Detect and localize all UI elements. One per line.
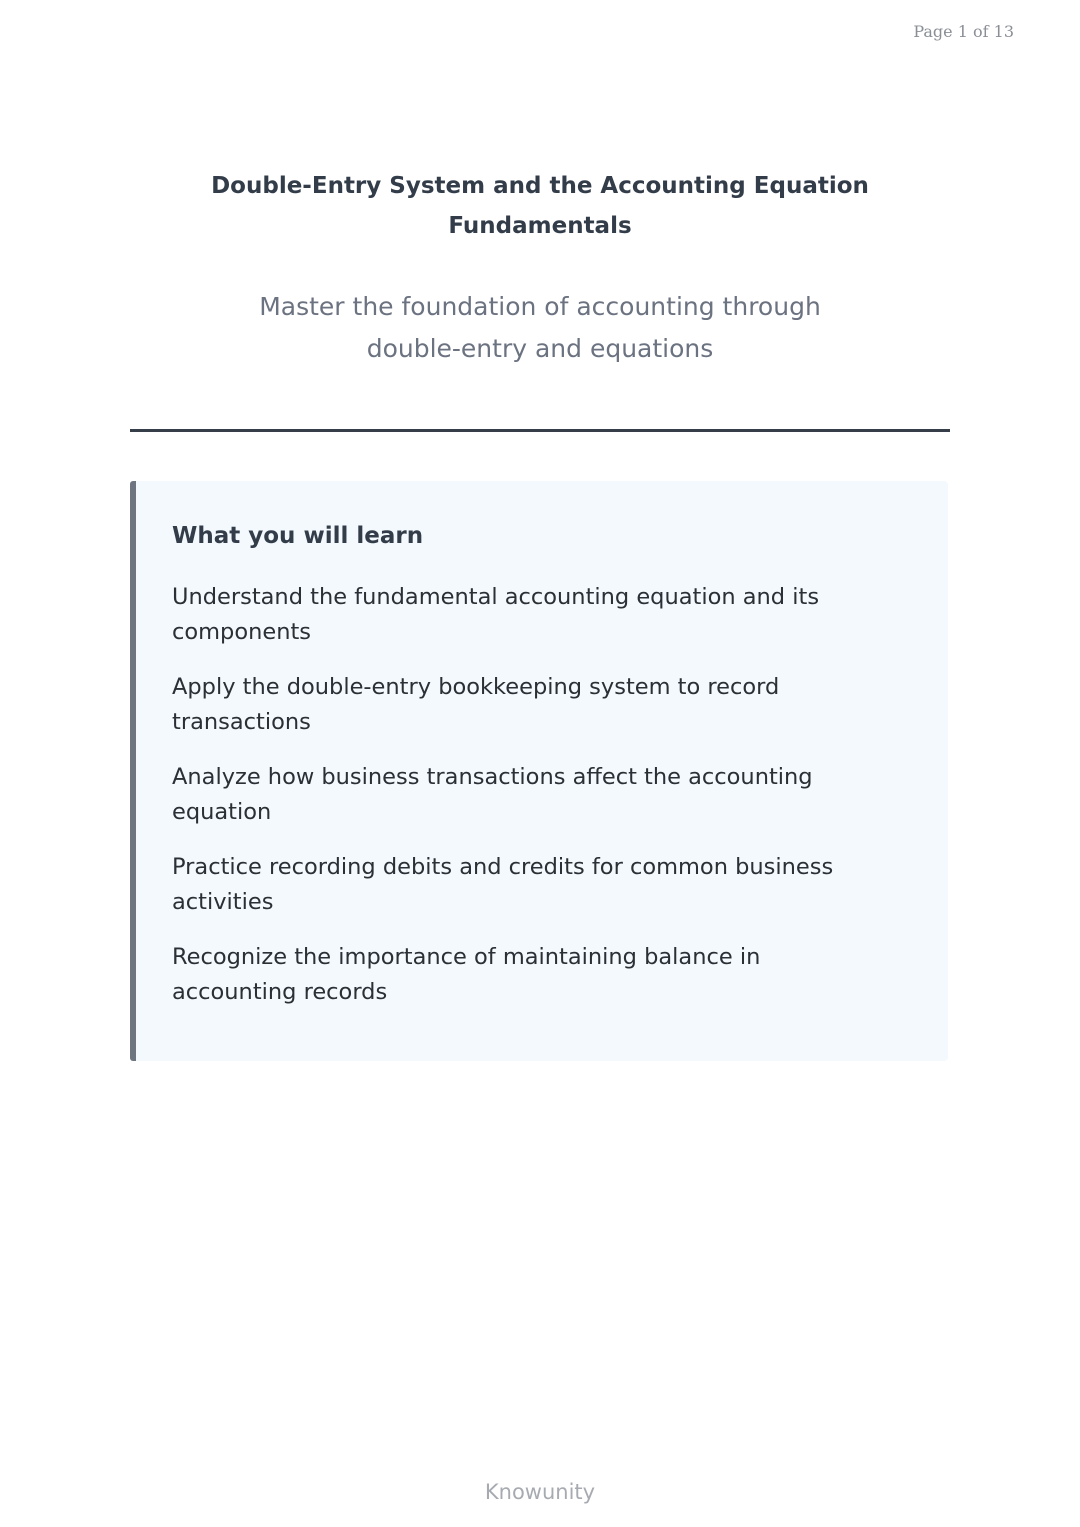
learning-objectives-heading: What you will learn — [172, 523, 424, 549]
section-divider — [130, 429, 950, 432]
learning-objectives-list — [172, 580, 908, 1010]
footer-brand: Knowunity — [484, 1480, 596, 1504]
learning-objective-item: Apply the double-entry bookkeeping system to record transactions — [172, 674, 780, 735]
learning-objective-item: Analyze how business transactions affect the accounting equation — [172, 764, 813, 825]
title-line-1: Double-Entry System and the Accounting Equation — [211, 173, 869, 199]
subtitle-line-2: double-entry and equations — [366, 334, 714, 363]
page-number: Page 1 of 13 — [913, 22, 1014, 41]
document-subtitle — [200, 286, 880, 370]
learning-objective-item: Practice recording debits and credits for common business activities — [172, 854, 834, 915]
learning-objectives-box — [130, 481, 948, 1061]
learning-objective-item: Understand the fundamental accounting equation and its components — [172, 584, 820, 645]
title-line-2: Fundamentals — [448, 213, 632, 239]
document-title — [140, 166, 940, 246]
subtitle-line-1: Master the foundation of accounting through — [259, 292, 821, 321]
learning-objective-item: Recognize the importance of maintaining balance in accounting records — [172, 944, 761, 1005]
